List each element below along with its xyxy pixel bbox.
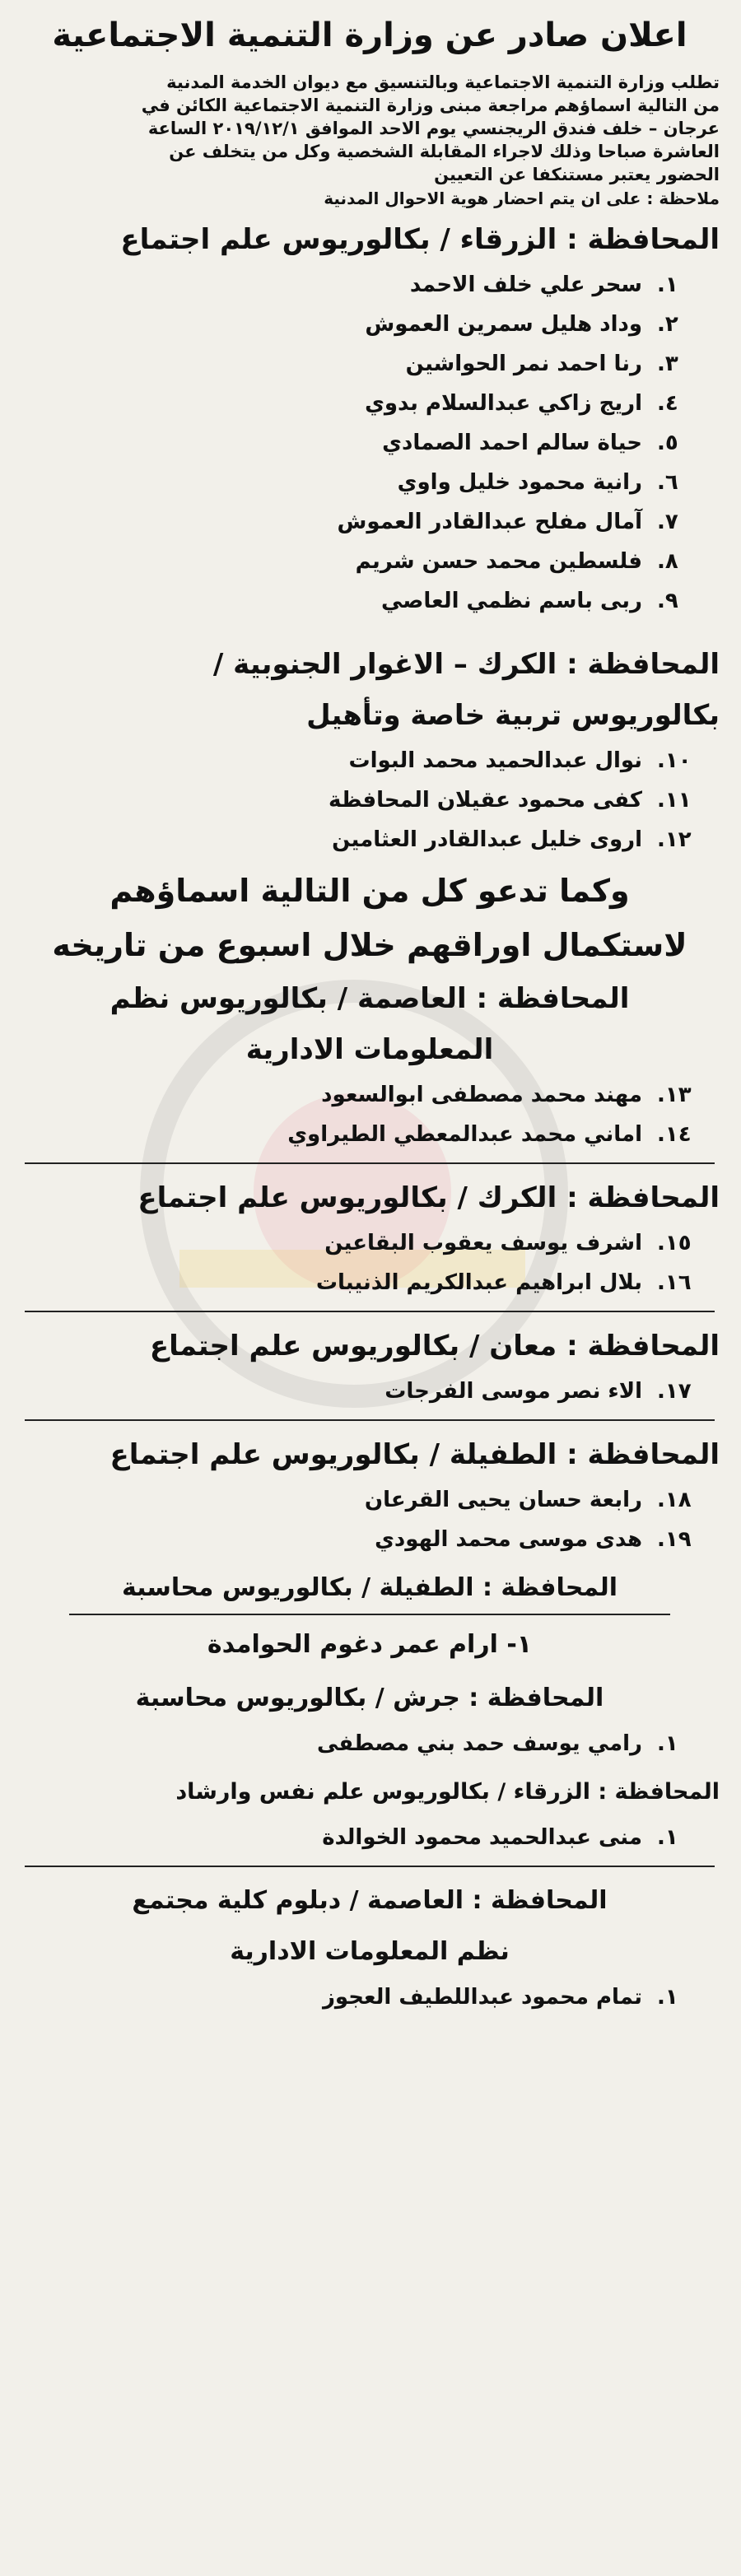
list-item: ١٧. الاء نصر موسى الفرجات xyxy=(384,1379,692,1404)
callout-line: لاستكمال اوراقهم خلال اسبوع من تاريخه xyxy=(52,927,687,963)
list-item: ١٥. اشرف يوسف يعقوب البقاعين xyxy=(324,1231,692,1255)
name-list xyxy=(20,1724,720,1763)
section-heading: المحافظة : الطفيلة / بكالوريوس علم اجتماع xyxy=(110,1438,720,1471)
section-heading: المحافظة : العاصمة / دبلوم كلية مجتمع xyxy=(132,1886,608,1915)
list-item: ١- ارام عمر دغوم الحوامدة xyxy=(207,1630,533,1659)
name-list xyxy=(20,265,720,621)
list-item: ١٢. اروى خليل عبدالقادر العثامين xyxy=(332,827,692,852)
section-heading: المحافظة : جرش / بكالوريوس محاسبة xyxy=(135,1684,604,1712)
section-heading: المحافظة : الكرك – الاغوار الجنوبية / xyxy=(212,648,720,681)
section-heading: المحافظة : الطفيلة / بكالوريوس محاسبة xyxy=(121,1573,618,1602)
list-item: ٥. حياة سالم احمد الصمادي xyxy=(382,431,678,455)
list-item: ١. رامي يوسف حمد بني مصطفى xyxy=(316,1731,678,1756)
name-list xyxy=(20,1075,720,1154)
list-item: ٤. اريج زاكي عبدالسلام بدوي xyxy=(365,391,678,416)
name-list xyxy=(20,1480,720,1559)
list-item: ١٦. بلال ابراهيم عبدالكريم الذنيبات xyxy=(315,1270,692,1295)
intro-line: من التالية اسماؤهم مراجعة مبنى وزارة التنمية الاجتماعية الكائن في xyxy=(141,95,720,115)
name-list xyxy=(20,1818,720,1857)
section-heading: المحافظة : الزرقاء / بكالوريوس علم نفس وارشاد xyxy=(175,1779,720,1805)
list-item: ١. سحر علي خلف الاحمد xyxy=(409,273,678,297)
name-list xyxy=(20,1223,720,1302)
list-item: ٨. فلسطين محمد حسن شريم xyxy=(355,549,678,574)
name-list xyxy=(20,1372,720,1411)
intro-paragraph xyxy=(20,71,720,186)
section-heading: المحافظة : الزرقاء / بكالوريوس علم اجتماع xyxy=(120,223,720,256)
list-item: ٦. رانية محمود خليل واوي xyxy=(397,470,678,495)
list-item: ٩. ربى باسم نظمي العاصي xyxy=(380,589,678,613)
list-item: ٢. وداد هليل سمرين العموش xyxy=(365,312,678,337)
divider xyxy=(25,1419,715,1421)
intro-line: عرجان – خلف فندق الريجنسي يوم الاحد الموافق ٢٠١٩/١٢/١ الساعة xyxy=(147,119,720,138)
section-subheading: بكالوريوس تربية خاصة وتأهيل xyxy=(306,699,720,732)
section-heading: المحافظة : الكرك / بكالوريوس علم اجتماع xyxy=(137,1181,720,1214)
list-item: ١. تمام محمود عبداللطيف العجوز xyxy=(322,1985,678,2010)
list-item: ١٣. مهند محمد مصطفى ابوالسعود xyxy=(321,1083,692,1107)
name-list xyxy=(20,1977,720,2017)
list-item: ١٨. رابعة حسان يحيى القرعان xyxy=(364,1488,692,1512)
intro-line: الحضور يعتبر مستنكفا عن التعيين xyxy=(434,165,720,184)
section-heading: المحافظة : العاصمة / بكالوريوس نظم xyxy=(110,982,630,1015)
divider xyxy=(69,1614,670,1615)
divider xyxy=(25,1311,715,1312)
list-item: ١. منى عبدالحميد محمود الخوالدة xyxy=(322,1825,678,1850)
list-item: ٣. رنا احمد نمر الحواشين xyxy=(405,352,678,376)
list-item: ١٠. نوال عبدالحميد محمد البوات xyxy=(348,748,692,773)
section-subheading: نظم المعلومات الادارية xyxy=(230,1937,510,1966)
section-heading: المحافظة : معان / بكالوريوس علم اجتماع xyxy=(149,1330,720,1363)
section-subheading: المعلومات الادارية xyxy=(245,1033,494,1066)
divider xyxy=(25,1162,715,1164)
list-item: ١١. كفى محمود عقيلان المحافظة xyxy=(329,788,692,813)
name-list xyxy=(20,741,720,859)
divider xyxy=(25,1866,715,1867)
list-item: ٧. آمال مفلح عبدالقادر العموش xyxy=(337,510,678,534)
callout-line: وكما تدعو كل من التالية اسماؤهم xyxy=(110,873,630,909)
intro-line: العاشرة صباحا وذلك لاجراء المقابلة الشخصية وكل من يتخلف عن xyxy=(169,142,720,161)
list-item: ١٤. اماني محمد عبدالمعطي الطيراوي xyxy=(287,1122,692,1147)
intro-line: تطلب وزارة التنمية الاجتماعية وبالتنسيق مع ديوان الخدمة المدنية xyxy=(166,72,720,92)
id-note: ملاحظة : على ان يتم احضار هوية الاحوال المدنية xyxy=(324,189,720,208)
announcement-title: اعلان صادر عن وزارة التنمية الاجتماعية xyxy=(52,16,687,54)
list-item: ١٩. هدى موسى محمد الهودي xyxy=(375,1527,692,1552)
